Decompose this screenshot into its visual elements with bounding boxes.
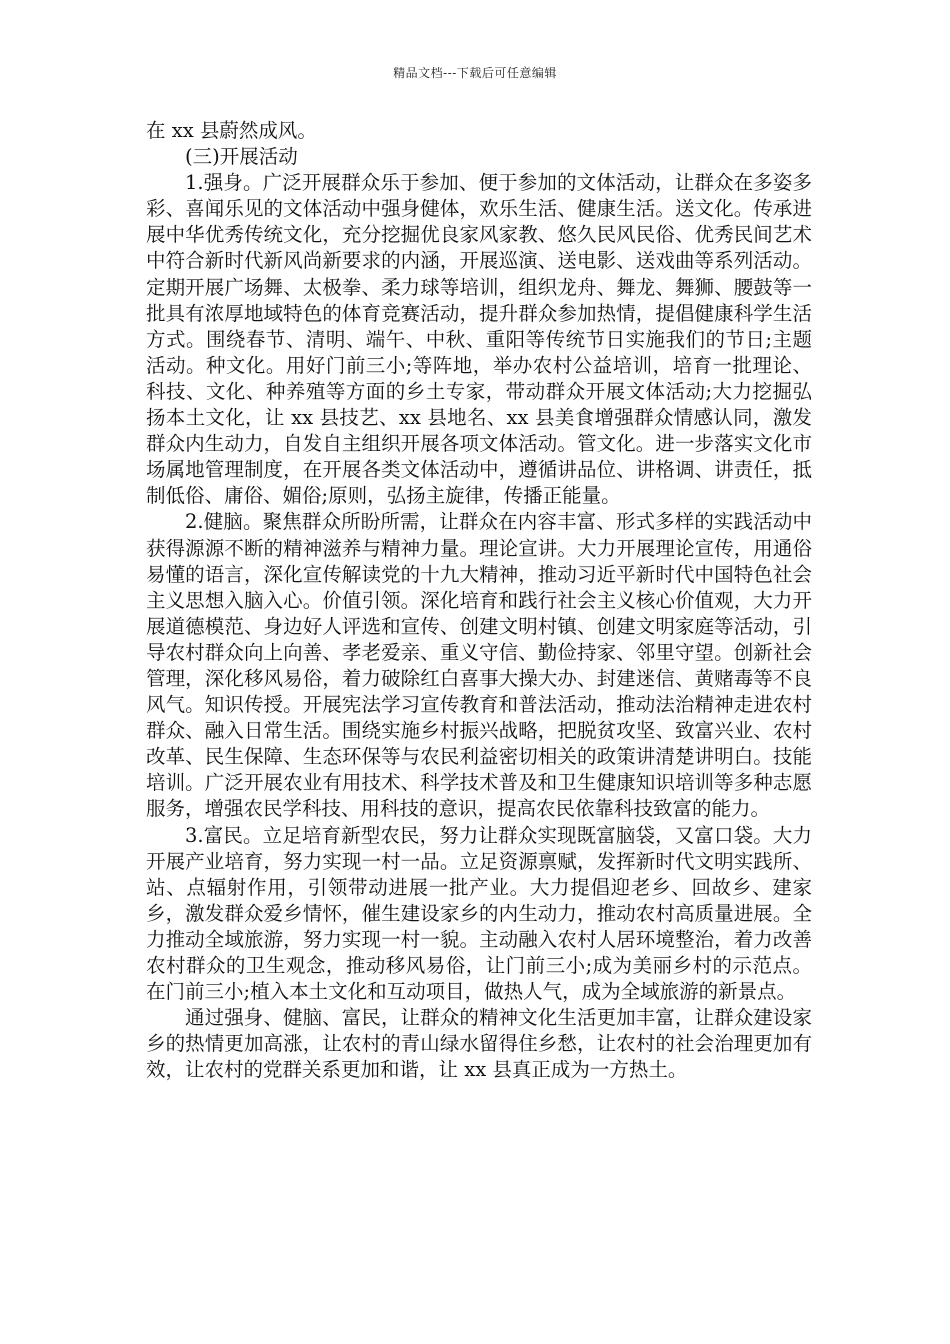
page-header: 精品文档---下载后可任意编辑: [393, 66, 557, 80]
paragraph-continuation: 在 xx 县蔚然成风。: [146, 119, 317, 142]
paragraph-strengthen-mind: 2.健脑。聚焦群众所盼所需，让群众在内容丰富、形式多样的实践活动中获得源源不断的精神滋养与精神力量。理论宣讲。大力开展理论宣传，用通俗易懂的语言，深化宣传解读党的十九大精神，推动习近平新时代中国特色社会主义思想入脑入心。价值引领。深化培育和践行社会主义核心价值观，大力开展道德模范、身边好人评选和宣传、创建文明村镇、创建文明家庭等活动，引导农村群众向上向善、孝老爱亲、重义守信、勤俭持家、邻里守望。创新社会管理，深化移风易俗，着力破除红白喜事大操大办、封建迷信、黄赌毒等不良风气。知识传授。开展宪法学习宣传教育和普法活动，推动法治精神走进农村群众、融入日常生活。围绕实施乡村振兴战略，把脱贫攻坚、致富兴业、农村改革、民生保障、生态环保等与农民利益密切相关的政策讲清楚讲明白。技能培训。广泛开展农业有用技术、科学技术普及和卫生健康知识培训等多种志愿服务，增强农民学科技、用科技的意识，提高农民依靠科技致富的能力。: [146, 510, 812, 821]
paragraph-conclusion: 通过强身、健脑、富民，让群众的精神文化生活更加丰富，让群众建设家乡的热情更加高涨，让农村的青山绿水留得住乡愁，让农村的社会治理更加有效，让农村的党群关系更加和谐，让 xx 县真正成为一方热土。: [146, 1006, 812, 1082]
paragraph-strengthen-body: 1.强身。广泛开展群众乐于参加、便于参加的文体活动，让群众在多姿多彩、喜闻乐见的文体活动中强身健体，欢乐生活、健康生活。送文化。传承进展中华优秀传统文化，充分挖掘优良家风家教、悠久民风民俗、优秀民间艺术中符合新时代新风尚新要求的内涵，开展巡演、送电影、送戏曲等系列活动。定期开展广场舞、太极拳、柔力球等培训，组织龙舟、舞龙、舞狮、腰鼓等一批具有浓厚地域特色的体育竞赛活动，提升群众参加热情，提倡健康科学生活方式。围绕春节、清明、端午、中秋、重阳等传统节日实施我们的节日;主题活动。种文化。用好门前三小;等阵地，举办农村公益培训，培育一批理论、科技、文化、种养殖等方面的乡土专家，带动群众开展文体活动;大力挖掘弘扬本土文化，让 xx 县技艺、xx 县地名、xx 县美食增强群众情感认同，激发群众内生动力，自发自主组织开展各项文体活动。管文化。进一步落实文化市场属地管理制度，在开展各类文体活动中，遵循讲品位、讲格调、讲责任，抵制低俗、庸俗、媚俗;原则，弘扬主旋律，传播正能量。: [146, 171, 812, 508]
document-body: [146, 118, 812, 1083]
section-heading: (三)开展活动: [185, 145, 298, 169]
paragraph-enrich-people: 3.富民。立足培育新型农民，努力让群众实现既富脑袋，又富口袋。大力开展产业培育，努力实现一村一品。立足资源禀赋，发挥新时代文明实践所、站、点辐射作用，引领带动进展一批产业。大力提倡迎老乡、回故乡、建家乡，激发群众爱乡情怀，催生建设家乡的内生动力，推动农村高质量进展。全力推动全域旅游，努力实现一村一貌。主动融入农村人居环境整治，着力改善农村群众的卫生观念，推动移风易俗，让门前三小;成为美丽乡村的示范点。在门前三小;植入本土文化和互动项目，做热人气，成为全域旅游的新景点。: [146, 823, 812, 1004]
